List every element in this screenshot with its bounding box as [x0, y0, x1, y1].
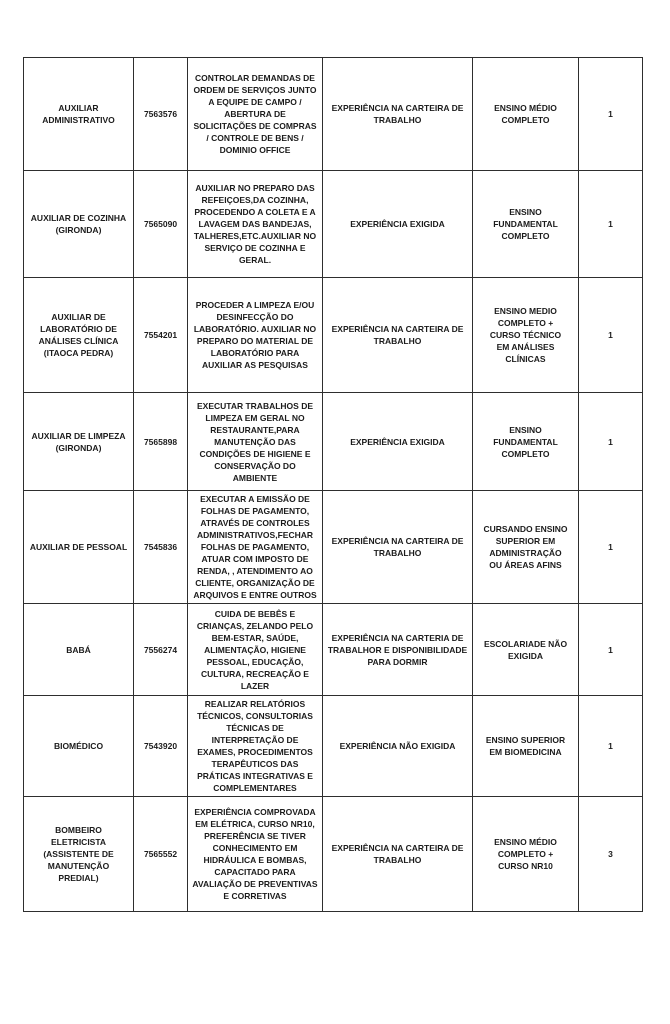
- education-cell: ENSINO FUNDAMENTAL COMPLETO: [473, 171, 579, 278]
- description-cell: EXECUTAR TRABALHOS DE LIMPEZA EM GERAL NO RESTAURANTE,PARA MANUTENÇÃO DAS CONDIÇÕES DE HIGIENE E CONSERVAÇÃO DO AMBIENTE: [188, 393, 323, 491]
- education-cell: CURSANDO ENSINO SUPERIOR EM ADMINISTRAÇÃO OU ÁREAS AFINS: [473, 491, 579, 604]
- description-cell: PROCEDER A LIMPEZA E/OU DESINFECÇÃO DO LABORATÓRIO. AUXILIAR NO PREPARO DO MATERIAL DE LABORATÓRIO PARA AUXILIAR AS PESQUISAS: [188, 278, 323, 393]
- table-row: [24, 58, 643, 171]
- description-cell: REALIZAR RELATÓRIOS TÉCNICOS, CONSULTORIAS TÉCNICAS DE INTERPRETAÇÃO DE EXAMES, PROCEDIMENTOS TERAPÊUTICOS DAS PRÁTICAS INTEGRATIVAS E COMPLEMENTARES: [188, 696, 323, 797]
- code-cell: 7543920: [134, 696, 188, 797]
- description-cell: AUXILIAR NO PREPARO DAS REFEIÇOES,DA COZINHA, PROCEDENDO A COLETA E A LAVAGEM DAS BANDEJAS, TALHERES,ETC.AUXILIAR NO SERVIÇO DE COZINHA E GERAL.: [188, 171, 323, 278]
- description-cell: EXPERIÊNCIA COMPROVADA EM ELÉTRICA, CURSO NR10, PREFERÊNCIA SE TIVER CONHECIMENTO EM HIDRÁULICA E BOMBAS, CAPACITADO PARA AVALIAÇÃO DE PREVENTIVAS E CORRETIVAS: [188, 797, 323, 912]
- experience-cell: EXPERIÊNCIA NA CARTEIRA DE TRABALHO: [323, 278, 473, 393]
- experience-cell: EXPERIÊNCIA EXIGIDA: [323, 393, 473, 491]
- education-cell: ENSINO MEDIO COMPLETO + CURSO TÉCNICO EM ANÁLISES CLÍNICAS: [473, 278, 579, 393]
- description-cell: EXECUTAR A EMISSÃO DE FOLHAS DE PAGAMENTO, ATRAVÉS DE CONTROLES ADMINISTRATIVOS,FECHAR FOLHAS DE PAGAMENTO, ATUAR COM IMPOSTO DE RENDA, , ATENDIMENTO AO CLIENTE, ORGANIZAÇÃO DE ARQUIVOS E ENTRE OUTROS: [188, 491, 323, 604]
- vacancies-table: [23, 57, 643, 912]
- job-title-cell: AUXILIAR DE COZINHA (GIRONDA): [24, 171, 134, 278]
- openings-cell: 1: [579, 278, 643, 393]
- openings-cell: 1: [579, 171, 643, 278]
- openings-cell: 3: [579, 797, 643, 912]
- table-row: [24, 696, 643, 797]
- job-title-cell: AUXILIAR DE PESSOAL: [24, 491, 134, 604]
- education-cell: ESCOLARIADE NÃO EXIGIDA: [473, 604, 579, 696]
- education-cell: ENSINO MÉDIO COMPLETO + CURSO NR10: [473, 797, 579, 912]
- openings-cell: 1: [579, 604, 643, 696]
- code-cell: 7545836: [134, 491, 188, 604]
- table-row: [24, 171, 643, 278]
- experience-cell: EXPERIÊNCIA EXIGIDA: [323, 171, 473, 278]
- job-title-cell: BOMBEIRO ELETRICISTA (ASSISTENTE DE MANUTENÇÃO PREDIAL): [24, 797, 134, 912]
- job-title-cell: AUXILIAR ADMINISTRATIVO: [24, 58, 134, 171]
- code-cell: 7556274: [134, 604, 188, 696]
- openings-cell: 1: [579, 696, 643, 797]
- education-cell: ENSINO SUPERIOR EM BIOMEDICINA: [473, 696, 579, 797]
- job-title-cell: BIOMÉDICO: [24, 696, 134, 797]
- job-title-cell: AUXILIAR DE LABORATÓRIO DE ANÁLISES CLÍNICA (ITAOCA PEDRA): [24, 278, 134, 393]
- openings-cell: 1: [579, 393, 643, 491]
- job-title-cell: BABÁ: [24, 604, 134, 696]
- description-cell: CONTROLAR DEMANDAS DE ORDEM DE SERVIÇOS JUNTO A EQUIPE DE CAMPO / ABERTURA DE SOLICITAÇÕES DE COMPRAS / CONTROLE DE BENS / DOMINIO OFFICE: [188, 58, 323, 171]
- education-cell: ENSINO MÉDIO COMPLETO: [473, 58, 579, 171]
- code-cell: 7565552: [134, 797, 188, 912]
- openings-cell: 1: [579, 58, 643, 171]
- experience-cell: EXPERIÊNCIA NÃO EXIGIDA: [323, 696, 473, 797]
- experience-cell: EXPERIÊNCIA NA CARTEIRA DE TRABALHO: [323, 797, 473, 912]
- experience-cell: EXPERIÊNCIA NA CARTERIA DE TRABALHOR E DISPONIBILIDADE PARA DORMIR: [323, 604, 473, 696]
- experience-cell: EXPERIÊNCIA NA CARTEIRA DE TRABALHO: [323, 491, 473, 604]
- job-title-cell: AUXILIAR DE LIMPEZA (GIRONDA): [24, 393, 134, 491]
- code-cell: 7554201: [134, 278, 188, 393]
- table-row: [24, 604, 643, 696]
- education-cell: ENSINO FUNDAMENTAL COMPLETO: [473, 393, 579, 491]
- table-row: [24, 491, 643, 604]
- table-row: [24, 278, 643, 393]
- experience-cell: EXPERIÊNCIA NA CARTEIRA DE TRABALHO: [323, 58, 473, 171]
- table-row: [24, 797, 643, 912]
- code-cell: 7565090: [134, 171, 188, 278]
- description-cell: CUIDA DE BEBÊS E CRIANÇAS, ZELANDO PELO BEM-ESTAR, SAÚDE, ALIMENTAÇÃO, HIGIENE PESSOAL, EDUCAÇÃO, CULTURA, RECREAÇÃO E LAZER: [188, 604, 323, 696]
- openings-cell: 1: [579, 491, 643, 604]
- code-cell: 7565898: [134, 393, 188, 491]
- table-row: [24, 393, 643, 491]
- code-cell: 7563576: [134, 58, 188, 171]
